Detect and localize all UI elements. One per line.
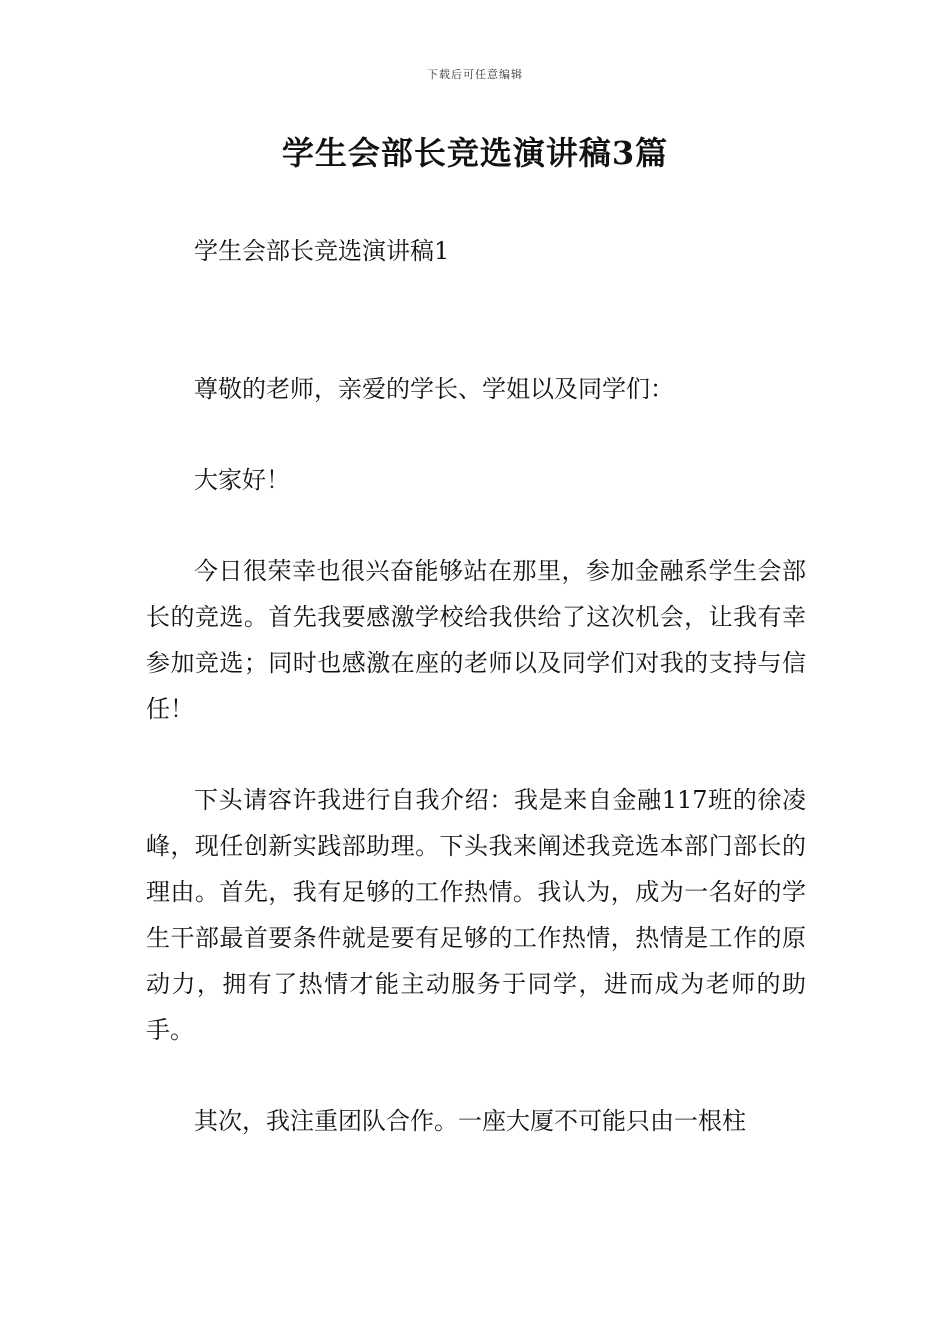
speech-subheading: 学生会部长竞选演讲稿1 (194, 237, 450, 265)
document-body (146, 228, 806, 1144)
header-note: 下载后可任意编辑 (427, 68, 523, 81)
document-title: 学生会部长竞选演讲稿3篇 (281, 134, 669, 172)
salutation: 尊敬的老师，亲爱的学长、学姐以及同学们： (194, 375, 674, 403)
paragraph-1: 今日很荣幸也很兴奋能够站在那里，参加金融系学生会部长的竞选。首先我要感激学校给我供给了这次机会，让我有幸参加竞选；同时也感激在座的老师以及同学们对我的支持与信任！ (146, 557, 806, 723)
greeting: 大家好！ (194, 466, 290, 494)
paragraph-2: 下头请容许我进行自我介绍：我是来自金融117班的徐凌峰，现任创新实践部助理。下头我来阐述我竞选本部门部长的理由。首先，我有足够的工作热情。我认为，成为一名好的学生干部最首要条件就是要有足够的工作热情，热情是工作的原动力，拥有了热情才能主动服务于同学，进而成为老师的助手。 (146, 786, 806, 1044)
paragraph-3: 其次，我注重团队合作。一座大厦不可能只由一根柱 (194, 1107, 746, 1135)
